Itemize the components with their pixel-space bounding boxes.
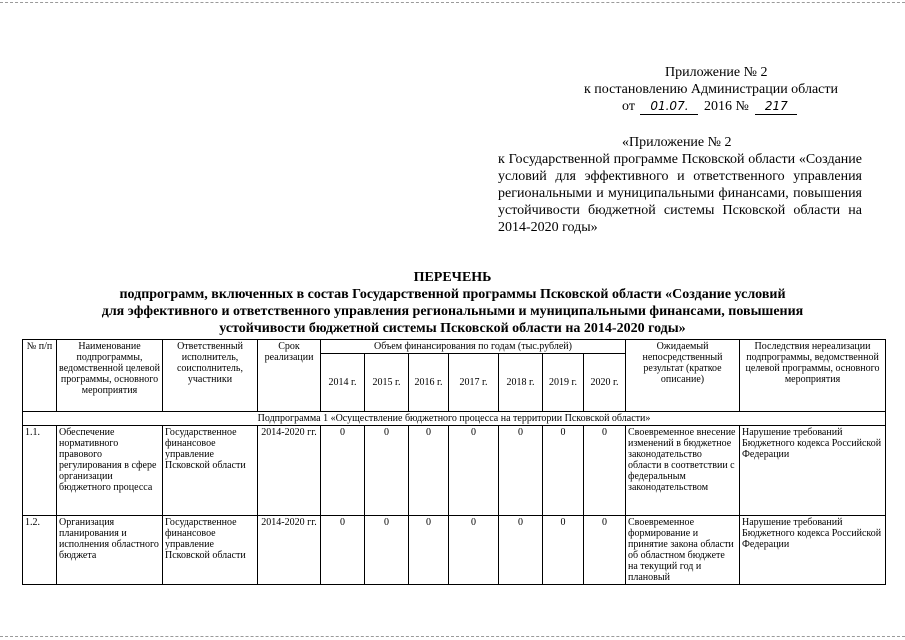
scan-edge-bottom	[0, 636, 905, 637]
row-name: Организация планирования и исполнения областного бюджета	[57, 516, 163, 585]
header-year: 2020 г.	[584, 354, 626, 412]
row-consequences: Нарушение требований Бюджетного кодекса Российской Федерации	[740, 516, 886, 585]
row-value: 0	[409, 426, 449, 516]
approval-appendix-number: Приложение № 2	[665, 65, 768, 80]
title-line-3: устойчивости бюджетной системы Псковской области на 2014-2020 годы»	[219, 321, 686, 336]
header-row-1	[23, 340, 886, 354]
row-value: 0	[449, 516, 499, 585]
header-term: Срок реализации	[258, 340, 321, 412]
table-row	[23, 516, 886, 585]
header-year: 2019 г.	[543, 354, 584, 412]
row-executor: Государственное финансовое управление Псковской области	[163, 426, 258, 516]
row-value: 0	[321, 426, 365, 516]
header-year: 2018 г.	[499, 354, 543, 412]
row-value: 0	[584, 426, 626, 516]
row-value: 0	[321, 516, 365, 585]
previous-appendix-text: к Государственной программе Псковской области «Создание условий для эффективного и ответственного управления региональными и муниципальными финансами, повышения устойчивости бюджетной системы Псковской области на 2014-2020 годы»	[498, 152, 862, 235]
row-name: Обеспечение нормативного правового регулирования в сфере организации бюджетного процесса	[57, 426, 163, 516]
row-value: 0	[543, 426, 584, 516]
row-value: 0	[365, 516, 409, 585]
row-value: 0	[409, 516, 449, 585]
header-name: Наименование подпрограммы, ведомственной целевой программы, основного мероприятия	[57, 340, 163, 412]
header-year: 2015 г.	[365, 354, 409, 412]
row-result: Своевременное формирование и принятие закона области об областном бюджете на текущий год и плановый	[626, 516, 740, 585]
subprogram-title: Подпрограмма 1 «Осуществление бюджетного процесса на территории Псковской области»	[23, 412, 886, 426]
row-term: 2014-2020 гг.	[258, 426, 321, 516]
header-year: 2016 г.	[409, 354, 449, 412]
row-value: 0	[584, 516, 626, 585]
approval-resolution-ref: к постановлению Администрации области	[584, 82, 838, 97]
document-title	[40, 269, 865, 337]
row-value: 0	[449, 426, 499, 516]
row-value: 0	[365, 426, 409, 516]
row-executor: Государственное финансовое управление Псковской области	[163, 516, 258, 585]
previous-appendix-block	[498, 134, 862, 236]
row-value: 0	[499, 426, 543, 516]
table-row	[23, 426, 886, 516]
row-num: 1.2.	[23, 516, 57, 585]
header-result: Ожидаемый непосредственный результат (краткое описание)	[626, 340, 740, 412]
approval-year: 2016 №	[703, 99, 749, 114]
header-executor: Ответственный исполнитель, соисполнитель, участники	[163, 340, 258, 412]
row-num: 1.1.	[23, 426, 57, 516]
subprogram-table	[22, 339, 886, 585]
row-consequences: Нарушение требований Бюджетного кодекса Российской Федерации	[740, 426, 886, 516]
handwritten-date: 01.07.	[640, 99, 698, 115]
subprogram-row	[23, 412, 886, 426]
scan-edge-top	[0, 2, 905, 3]
row-value: 0	[499, 516, 543, 585]
header-consequences: Последствия нереализации подпрограммы, ведомственной целевой программы, основного мероприятия	[740, 340, 886, 412]
approval-date-prefix: от	[622, 99, 635, 114]
row-value: 0	[543, 516, 584, 585]
header-year: 2014 г.	[321, 354, 365, 412]
header-funding: Объем финансирования по годам (тыс.рублей)	[321, 340, 626, 354]
row-result: Своевременное внесение изменений в бюджетное законодательство области в соответствии с федеральным законодательством	[626, 426, 740, 516]
title-main: ПЕРЕЧЕНЬ	[413, 270, 492, 285]
handwritten-number: 217	[755, 99, 797, 115]
row-term: 2014-2020 гг.	[258, 516, 321, 585]
previous-appendix-heading: «Приложение № 2	[622, 135, 732, 150]
title-line-1: подпрограмм, включенных в состав Государственной программы Псковской области «Создание условий	[119, 287, 786, 302]
header-year: 2017 г.	[449, 354, 499, 412]
title-line-2: для эффективного и ответственного управления региональными и муниципальными финансами, повышения	[101, 304, 804, 319]
header-num: № п/п	[23, 340, 57, 412]
approval-date-line	[622, 98, 797, 115]
